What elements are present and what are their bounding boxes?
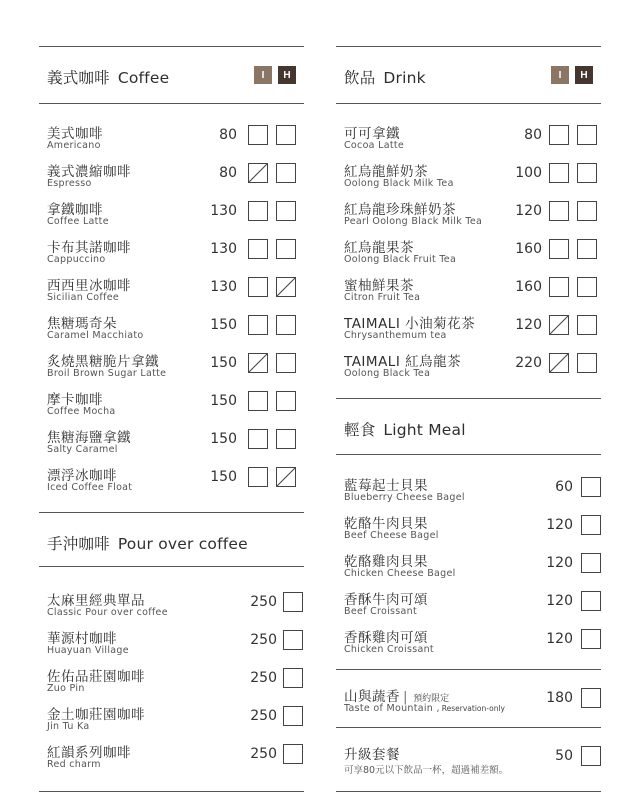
hot-header-badge: H (575, 66, 593, 84)
menu-item (344, 626, 601, 662)
item-price: 150 (210, 431, 237, 447)
item-name-en: Americano (47, 140, 101, 151)
item-price: 120 (515, 203, 542, 219)
hot-checkbox[interactable] (577, 353, 597, 373)
upgrade-item (344, 743, 601, 779)
item-name-en: Huayuan Village (47, 645, 129, 656)
item-name-zh: 金土咖莊園咖啡 (47, 707, 145, 723)
item-name-en: Red charm (47, 759, 101, 770)
divider (336, 669, 601, 670)
hot-checkbox[interactable] (577, 239, 597, 259)
menu-item (47, 627, 304, 663)
iced-header-badge: I (551, 66, 569, 84)
special-note-en: Reservation-only (441, 704, 505, 713)
divider (336, 103, 601, 104)
hot-checkbox[interactable] (276, 125, 296, 145)
hot-checkbox[interactable] (577, 277, 597, 297)
item-price: 100 (515, 165, 542, 181)
special-note-zh: 預約限定 (413, 694, 450, 704)
hot-checkbox[interactable] (577, 163, 597, 183)
menu-item (344, 350, 601, 386)
divider (336, 454, 601, 455)
special-name-en: Taste of Mountain , (344, 703, 440, 714)
iced-hot-header (551, 66, 593, 84)
menu-item (47, 350, 304, 386)
item-name-zh: 香酥牛肉可頌 (344, 592, 428, 608)
pour-over-section-title (47, 532, 248, 554)
item-name-zh: 焦糖海鹽拿鐵 (47, 430, 131, 446)
item-name-en: Chicken Cheese Bagel (344, 568, 456, 579)
item-name-en: Chicken Croissant (344, 644, 434, 655)
hot-checkbox[interactable] (276, 353, 296, 373)
item-name-en: Coffee Mocha (47, 406, 116, 417)
item-name-en: Sicilian Coffee (47, 292, 119, 303)
item-name-en: Cocoa Latte (344, 140, 405, 151)
menu-item (47, 236, 304, 272)
hot-unavailable-box (276, 277, 296, 297)
menu-item (47, 388, 304, 424)
iced-checkbox[interactable] (549, 125, 569, 145)
divider (336, 46, 601, 47)
coffee-section-title (47, 66, 169, 88)
item-name-en: Zuo Pin (47, 683, 85, 694)
hot-checkbox[interactable] (577, 201, 597, 221)
item-name-en: Oolong Black Tea (344, 368, 431, 379)
light-meal-title-en: Light Meal (383, 421, 466, 439)
menu-item (47, 274, 304, 310)
item-name-zh: 紅烏龍鮮奶茶 (344, 164, 428, 180)
iced-checkbox[interactable] (248, 239, 268, 259)
item-price: 250 (250, 670, 277, 686)
order-checkbox[interactable] (283, 592, 303, 612)
hot-checkbox[interactable] (276, 391, 296, 411)
iced-checkbox[interactable] (248, 277, 268, 297)
item-price: 180 (546, 690, 573, 706)
iced-checkbox[interactable] (248, 429, 268, 449)
item-name-en (344, 703, 505, 714)
item-price: 80 (219, 127, 237, 143)
iced-checkbox[interactable] (248, 315, 268, 335)
iced-hot-header (254, 66, 296, 84)
item-name-en: Beef Cheese Bagel (344, 530, 439, 541)
menu-item (344, 274, 601, 310)
item-price: 250 (250, 594, 277, 610)
item-name-zh: 摩卡咖啡 (47, 392, 103, 408)
divider (336, 398, 601, 399)
item-name-en: Espresso (47, 178, 92, 189)
item-name-zh: 藍莓起士貝果 (344, 478, 428, 494)
order-checkbox[interactable] (581, 477, 601, 497)
item-price: 160 (515, 279, 542, 295)
item-price: 120 (515, 317, 542, 333)
pour-over-title-zh: 手沖咖啡 (47, 535, 110, 553)
item-name-zh: 香酥雞肉可頌 (344, 630, 428, 646)
item-price: 80 (219, 165, 237, 181)
item-price: 150 (210, 393, 237, 409)
item-name-en: Caramel Macchiato (47, 330, 144, 341)
item-price: 120 (546, 517, 573, 533)
special-name-zh: 山與蔬香 (344, 689, 400, 705)
order-checkbox[interactable] (581, 591, 601, 611)
item-name-en: Coffee Latte (47, 216, 109, 227)
item-name-en: Salty Caramel (47, 444, 118, 455)
item-price: 250 (250, 708, 277, 724)
hot-checkbox[interactable] (577, 125, 597, 145)
menu-item (47, 589, 304, 625)
menu-item (344, 550, 601, 586)
iced-checkbox[interactable] (549, 201, 569, 221)
hot-checkbox[interactable] (276, 239, 296, 259)
item-name-en: Oolong Black Milk Tea (344, 178, 454, 189)
item-name-en: Broil Brown Sugar Latte (47, 368, 167, 379)
menu-item (344, 588, 601, 624)
item-name-zh: 炙燒黑糖脆片拿鐵 (47, 354, 159, 370)
hot-checkbox[interactable] (276, 163, 296, 183)
menu-item (47, 122, 304, 158)
item-name-zh: 紅韻系列咖啡 (47, 745, 131, 761)
left-column (39, 0, 304, 800)
menu-item (344, 512, 601, 548)
item-name-en: Chrysanthemum tea (344, 330, 447, 341)
item-name-en: Jin Tu Ka (47, 721, 90, 732)
upgrade-checkbox[interactable] (581, 746, 601, 766)
item-name-en: Iced Coffee Float (47, 482, 133, 493)
hot-unavailable-box (276, 467, 296, 487)
menu-item (344, 474, 601, 510)
menu-item (47, 312, 304, 348)
item-name-zh: 乾酪牛肉貝果 (344, 516, 428, 532)
drink-title-en: Drink (383, 69, 426, 87)
divider (39, 46, 304, 47)
divider (39, 103, 304, 104)
coffee-title-zh: 義式咖啡 (47, 69, 110, 87)
iced-unavailable-box (549, 353, 569, 373)
item-price: 150 (210, 469, 237, 485)
light-meal-section-title (344, 418, 466, 440)
item-price: 220 (515, 355, 542, 371)
item-name-zh: 義式濃縮咖啡 (47, 164, 131, 180)
drink-section-title (344, 66, 426, 88)
item-name-en: Blueberry Cheese Bagel (344, 492, 465, 503)
pour-over-title-en: Pour over coffee (117, 535, 248, 553)
upgrade-name: 升級套餐 (344, 747, 400, 763)
iced-unavailable-box (248, 353, 268, 373)
item-price: 250 (250, 746, 277, 762)
iced-checkbox[interactable] (549, 163, 569, 183)
item-price: 130 (210, 203, 237, 219)
hot-checkbox[interactable] (577, 315, 597, 335)
item-name-en: Beef Croissant (344, 606, 418, 617)
divider (336, 727, 601, 728)
item-price: 250 (250, 632, 277, 648)
item-name-zh: 西西里冰咖啡 (47, 278, 131, 294)
menu-item (344, 236, 601, 272)
item-name-zh: 紅烏龍果茶 (344, 240, 414, 256)
order-checkbox[interactable] (581, 688, 601, 708)
order-checkbox[interactable] (283, 744, 303, 764)
divider (39, 512, 304, 513)
item-name-zh: 乾酪雞肉貝果 (344, 554, 428, 570)
upgrade-price: 50 (555, 748, 573, 764)
drink-title-zh: 飲品 (344, 69, 376, 87)
item-name-zh: 蜜柚鮮果茶 (344, 278, 414, 294)
coffee-title-en: Coffee (117, 69, 170, 87)
item-price: 150 (210, 355, 237, 371)
item-name-zh: 美式咖啡 (47, 126, 103, 142)
order-checkbox[interactable] (283, 630, 303, 650)
item-price: 120 (546, 593, 573, 609)
item-name-en: Classic Pour over coffee (47, 607, 168, 618)
item-name-zh: 華源村咖啡 (47, 631, 117, 647)
divider (336, 791, 601, 792)
item-name-zh: TAIMALI 紅烏龍茶 (344, 354, 462, 370)
item-price: 160 (515, 241, 542, 257)
iced-unavailable-box (248, 163, 268, 183)
hot-checkbox[interactable] (276, 201, 296, 221)
menu-item (344, 160, 601, 196)
order-checkbox[interactable] (283, 668, 303, 688)
item-name-en: Oolong Black Fruit Tea (344, 254, 457, 265)
item-price: 130 (210, 279, 237, 295)
item-price: 60 (555, 479, 573, 495)
iced-checkbox[interactable] (549, 239, 569, 259)
upgrade-note: 可享80元以下飲品一杯，超過補差額。 (344, 765, 509, 776)
hot-checkbox[interactable] (276, 315, 296, 335)
item-name-zh: 太麻里經典單品 (47, 593, 145, 609)
special-meal-item (344, 685, 601, 721)
menu-item (47, 665, 304, 701)
item-price: 80 (524, 127, 542, 143)
hot-checkbox[interactable] (276, 429, 296, 449)
divider (39, 791, 304, 792)
order-checkbox[interactable] (581, 629, 601, 649)
right-column (336, 0, 601, 800)
item-name-zh: 可可拿鐵 (344, 126, 400, 142)
item-price: 120 (546, 555, 573, 571)
menu-item (344, 312, 601, 348)
hot-header-badge: H (278, 66, 296, 84)
item-name-zh: 焦糖瑪奇朵 (47, 316, 117, 332)
item-price: 130 (210, 241, 237, 257)
menu-item (47, 703, 304, 739)
iced-checkbox[interactable] (248, 391, 268, 411)
menu-item (47, 741, 304, 777)
item-name-zh: TAIMALI 小油菊花茶 (344, 316, 476, 332)
item-name-en: Pearl Oolong Black Milk Tea (344, 216, 483, 227)
divider (39, 566, 304, 567)
item-name-zh: 佐佑品莊園咖啡 (47, 669, 145, 685)
item-price: 150 (210, 317, 237, 333)
item-name-en: Citron Fruit Tea (344, 292, 421, 303)
menu-item (47, 198, 304, 234)
item-name-zh: 漂浮冰咖啡 (47, 468, 117, 484)
menu-item (47, 160, 304, 196)
item-name-en: Cappuccino (47, 254, 106, 265)
item-price: 120 (546, 631, 573, 647)
iced-header-badge: I (254, 66, 272, 84)
iced-checkbox[interactable] (549, 277, 569, 297)
item-name-zh: 山與蔬香 | 預約限定 (344, 689, 450, 705)
item-name-zh: 卡布其諾咖啡 (47, 240, 131, 256)
menu-item (344, 122, 601, 158)
item-name-zh: 紅烏龍珍珠鮮奶茶 (344, 202, 456, 218)
iced-checkbox[interactable] (248, 201, 268, 221)
menu-item (47, 426, 304, 462)
menu-item (344, 198, 601, 234)
menu-item (47, 464, 304, 500)
item-name-zh: 拿鐵咖啡 (47, 202, 103, 218)
iced-unavailable-box (549, 315, 569, 335)
iced-checkbox[interactable] (248, 467, 268, 487)
order-checkbox[interactable] (581, 553, 601, 573)
iced-checkbox[interactable] (248, 125, 268, 145)
order-checkbox[interactable] (283, 706, 303, 726)
light-meal-title-zh: 輕食 (344, 421, 376, 439)
order-checkbox[interactable] (581, 515, 601, 535)
